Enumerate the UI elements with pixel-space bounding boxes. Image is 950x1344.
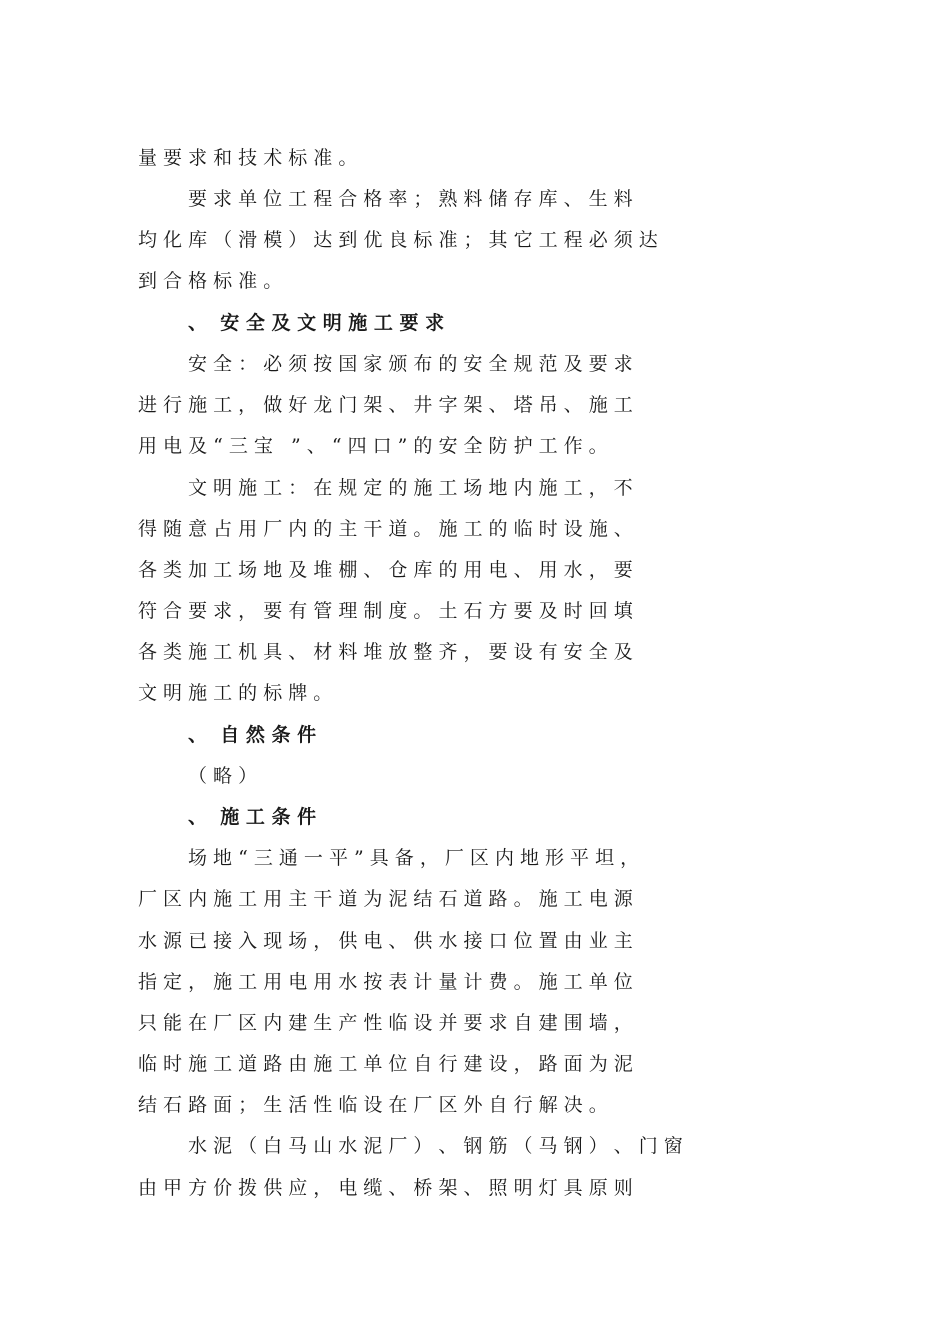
text-line: 只 能 在 厂 区 内 建 生 产 性 临 设 并 要 求 自 建 围 墙 ，	[138, 1012, 633, 1034]
text-line: 量 要 求 和 技 术 标 准 。	[138, 147, 358, 169]
text-line: 水 泥 （ 白 马 山 水 泥 厂 ） 、 钢 筋 （ 马 钢 ） 、 门 窗	[188, 1135, 683, 1157]
text-line: 场 地 “ 三 通 一 平 ” 具 备 ， 厂 区 内 地 形 平 坦 ，	[188, 847, 640, 869]
text-line: 指 定 ， 施 工 用 电 用 水 按 表 计 量 计 费 。 施 工 单 位	[138, 971, 633, 993]
text-line: 各 类 施 工 机 具 、 材 料 堆 放 整 齐 ， 要 设 有 安 全 及	[138, 641, 633, 663]
text-line: 文 明 施 工 的 标 牌 。	[138, 682, 333, 704]
text-line: 文 明 施 工 ： 在 规 定 的 施 工 场 地 内 施 工 ， 不	[188, 477, 633, 499]
text-line: 用 电 及 “ 三 宝 ” 、 “ 四 口 ” 的 安 全 防 护 工 作 。	[138, 435, 608, 457]
text-line: 安 全 ： 必 须 按 国 家 颁 布 的 安 全 规 范 及 要 求	[188, 353, 633, 375]
text-line: 由 甲 方 价 拨 供 应 ， 电 缆 、 桥 架 、 照 明 灯 具 原 则	[138, 1177, 633, 1199]
text-line: 到 合 格 标 准 。	[138, 270, 283, 292]
section-heading: 、 施 工 条 件	[188, 806, 317, 828]
text-line: 要 求 单 位 工 程 合 格 率 ； 熟 料 储 存 库 、 生 料	[188, 188, 633, 210]
text-line: （ 略 ）	[188, 765, 258, 787]
section-heading: 、 安 全 及 文 明 施 工 要 求	[188, 312, 445, 334]
text-line: 符 合 要 求 ， 要 有 管 理 制 度 。 土 石 方 要 及 时 回 填	[138, 600, 633, 622]
text-line: 厂 区 内 施 工 用 主 干 道 为 泥 结 石 道 路 。 施 工 电 源	[138, 888, 633, 910]
text-line: 得 随 意 占 用 厂 内 的 主 干 道 。 施 工 的 临 时 设 施 、	[138, 518, 633, 540]
text-line: 各 类 加 工 场 地 及 堆 棚 、 仓 库 的 用 电 、 用 水 ， 要	[138, 559, 633, 581]
section-heading: 、 自 然 条 件	[188, 724, 317, 746]
text-line: 结 石 路 面 ； 生 活 性 临 设 在 厂 区 外 自 行 解 决 。	[138, 1094, 608, 1116]
text-line: 均 化 库 （ 滑 模 ） 达 到 优 良 标 准 ； 其 它 工 程 必 须 达	[138, 229, 658, 251]
text-line: 进 行 施 工 ， 做 好 龙 门 架 、 井 字 架 、 塔 吊 、 施 工	[138, 394, 633, 416]
text-line: 临 时 施 工 道 路 由 施 工 单 位 自 行 建 设 ， 路 面 为 泥	[138, 1053, 633, 1075]
text-line: 水 源 已 接 入 现 场 ， 供 电 、 供 水 接 口 位 置 由 业 主	[138, 930, 633, 952]
